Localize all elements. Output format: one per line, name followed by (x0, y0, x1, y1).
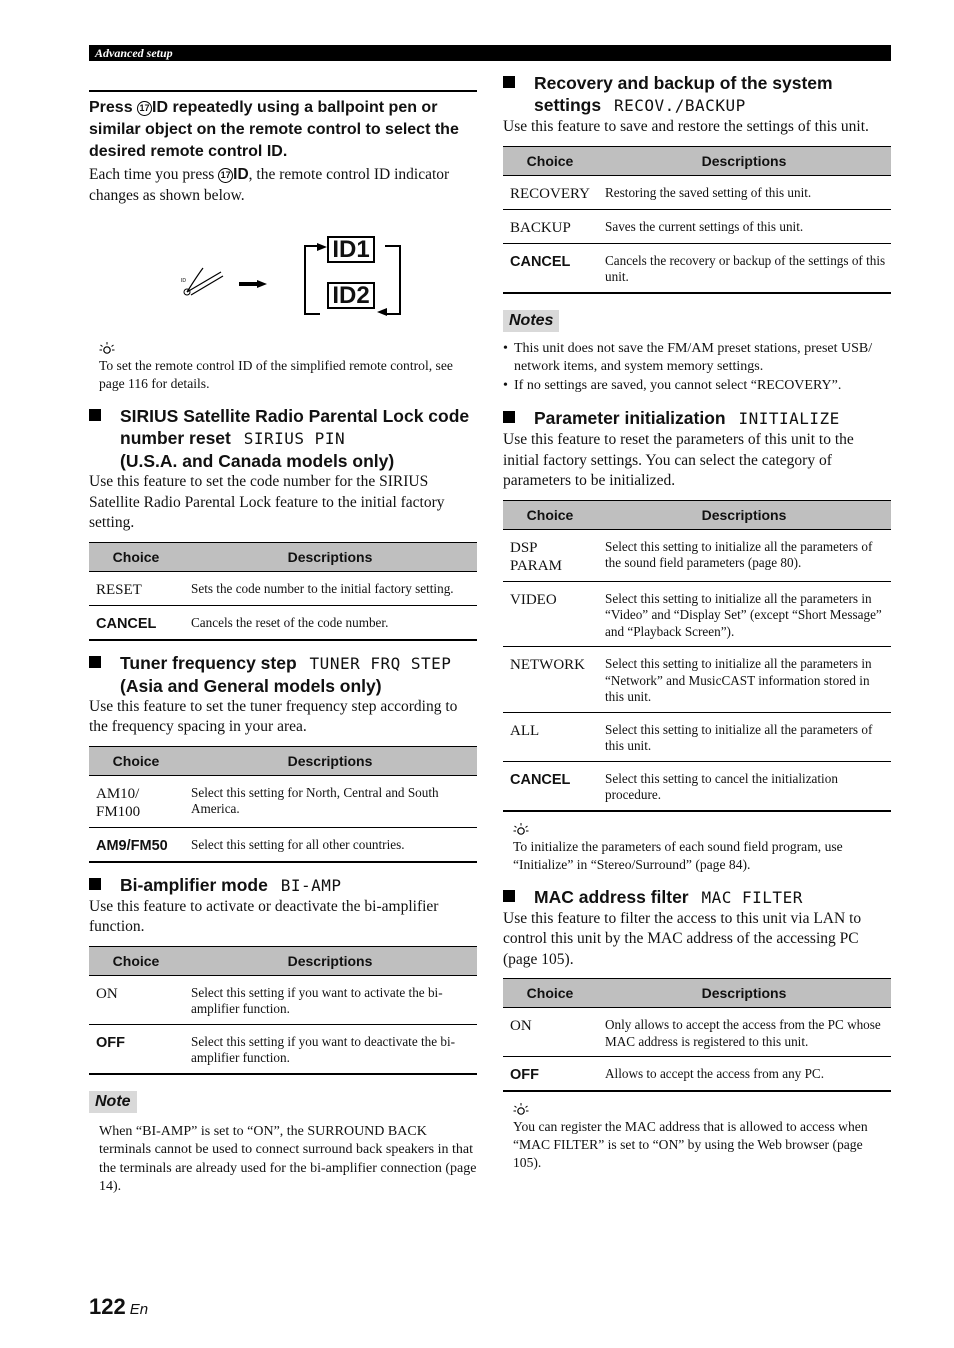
choice-cell: VIDEO (503, 581, 597, 647)
arrow-right-icon (239, 280, 267, 288)
mac-table (503, 978, 891, 1092)
choice-cell: BACKUP (503, 209, 597, 243)
col-header-descriptions: Descriptions (183, 542, 477, 571)
col-header-descriptions: Descriptions (597, 146, 891, 175)
desc-cell: Only allows to accept the access from the PC whose MAC address is registered to this unit. (597, 1008, 891, 1057)
desc-cell: Select this setting to initialize all the parameters in “Network” and MusicCAST information stored in this unit. (597, 647, 891, 713)
choice-cell: RESET (89, 571, 183, 605)
press-instruction: Press 17 ID repeatedly using a ballpoint pen or similar object on the remote control to select the desired remote control ID. (89, 99, 459, 160)
param-display-code: INITIALIZE (738, 409, 840, 428)
desc-cell: Select this setting to cancel the initialization procedure. (597, 761, 891, 811)
notes-block (503, 310, 891, 396)
mac-display-code: MAC FILTER (701, 887, 803, 907)
tip-text: To set the remote control ID of the simplified remote control, see page 116 for details. (99, 358, 453, 391)
id1-indicator: ID1 (327, 236, 375, 263)
section-header-bar (89, 45, 891, 61)
square-bullet-icon (503, 890, 515, 902)
table-row (503, 243, 891, 293)
sirius-table (89, 542, 477, 641)
choice-cell-default: OFF (89, 1024, 183, 1074)
id2-indicator: ID2 (327, 282, 375, 309)
desc-cell: Select this setting if you want to activate the bi-amplifier function. (183, 975, 477, 1024)
biamp-display-code: BI-AMP (280, 875, 342, 895)
recovery-description: Use this feature to save and restore the settings of this unit. (503, 118, 869, 135)
desc-cell: Cancels the recovery or backup of the settings of this unit. (597, 243, 891, 293)
key-number-icon-inline: 17 (218, 168, 233, 183)
square-bullet-icon (503, 411, 515, 423)
recovery-heading: Recovery and backup of the system settings RECOV./BACKUP (503, 72, 891, 117)
table-row (503, 1008, 891, 1057)
col-header-choice: Choice (89, 746, 183, 775)
tip-lightbulb-icon (513, 1102, 529, 1116)
desc-cell: Restoring the saved setting of this unit. (597, 175, 891, 209)
desc-cell: Select this setting to initialize all the parameters of this unit. (597, 712, 891, 761)
right-column (503, 72, 891, 1172)
desc-cell: Sets the code number to the initial factory setting. (183, 571, 477, 605)
table-row (503, 209, 891, 243)
col-header-descriptions: Descriptions (183, 746, 477, 775)
arrow-left-small-icon (377, 307, 387, 317)
tuner-description: Use this feature to set the tuner frequency step according to the frequency spacing in your area. (89, 697, 458, 735)
table-row (89, 571, 477, 605)
table-row (503, 581, 891, 647)
table-row (89, 775, 477, 827)
pen-id-label: ID (181, 278, 186, 284)
sirius-description: Use this feature to set the code number for the SIRIUS Satellite Radio Parental Lock feature to the initial factory setting. (89, 473, 445, 531)
table-row (503, 761, 891, 811)
desc-cell: Select this setting to initialize all the parameters of the sound field parameters (page 80). (597, 529, 891, 581)
square-bullet-icon (503, 76, 515, 88)
notes-list (503, 340, 891, 396)
square-bullet-icon (89, 656, 101, 668)
choice-cell-default: AM9/FM50 (89, 827, 183, 862)
remote-id-figure (89, 212, 477, 337)
col-header-choice: Choice (89, 946, 183, 975)
desc-cell: Select this setting for all other countries. (183, 827, 477, 862)
cycle-bracket-left (304, 245, 320, 315)
square-bullet-icon (89, 878, 101, 890)
tip-lightbulb-icon (99, 341, 115, 355)
choice-cell-default: CANCEL (503, 761, 597, 811)
table-row (503, 529, 891, 581)
table-row (503, 1057, 891, 1092)
choice-cell-default: CANCEL (89, 605, 183, 640)
choice-cell: AM10/ FM100 (89, 775, 183, 827)
id-key-label: ID (152, 99, 169, 116)
col-header-choice: Choice (89, 542, 183, 571)
biamp-table (89, 946, 477, 1075)
tuner-display-code: TUNER FRQ STEP (309, 653, 452, 673)
table-row (503, 647, 891, 713)
desc-cell: Saves the current settings of this unit. (597, 209, 891, 243)
table-row (503, 712, 891, 761)
left-column (89, 90, 477, 1197)
param-table (503, 500, 891, 812)
recovery-display-code: RECOV./BACKUP (613, 96, 746, 115)
key-number-icon: 17 (137, 101, 152, 116)
table-row (89, 827, 477, 862)
list-item: • If no settings are saved, you cannot select “RECOVERY”. (503, 377, 891, 396)
choice-cell: ON (503, 1008, 597, 1057)
desc-cell: Allows to accept the access from any PC. (597, 1057, 891, 1092)
choice-cell: RECOVERY (503, 175, 597, 209)
recovery-table (503, 146, 891, 294)
table-row (89, 1024, 477, 1074)
desc-cell: Cancels the reset of the code number. (183, 605, 477, 640)
desc-cell: Select this setting if you want to deactivate the bi-amplifier function. (183, 1024, 477, 1074)
desc-cell: Select this setting for North, Central and South America. (183, 775, 477, 827)
col-header-choice: Choice (503, 500, 597, 529)
table-row (89, 605, 477, 640)
param-description: Use this feature to reset the parameters of this unit to the initial factory settings. You can select the category of parameters to be initialized. (503, 431, 854, 489)
table-row (89, 975, 477, 1024)
mac-heading: MAC address filter MAC FILTER (503, 886, 891, 909)
desc-cell: Select this setting to initialize all the parameters in “Video” and “Display Set” (except “Short Message” and “Playback Screen”). (597, 581, 891, 647)
page-number: 122 En (89, 1294, 149, 1319)
ballpoint-pen-icon (181, 262, 225, 296)
col-header-choice: Choice (503, 146, 597, 175)
choice-cell-default: OFF (503, 1057, 597, 1092)
tip-text: You can register the MAC address that is allowed to access when “MAC FILTER” is set to “ON” by using the Web browser (page 105). (513, 1119, 868, 1170)
choice-cell: ALL (503, 712, 597, 761)
tuner-table (89, 746, 477, 863)
notes-label: Notes (503, 310, 559, 332)
mac-description: Use this feature to filter the access to this unit via LAN to control this unit by the MAC address of the accessing PC (page 105). (503, 909, 862, 968)
list-item: • This unit does not save the FM/AM preset stations, preset USB/ network items, and system memory settings. (503, 340, 891, 377)
choice-cell: ON (89, 975, 183, 1024)
note-label: Note (89, 1091, 137, 1113)
table-row (503, 175, 891, 209)
choice-cell-default: CANCEL (503, 243, 597, 293)
col-header-choice: Choice (503, 979, 597, 1008)
arrow-right-small-icon (317, 242, 327, 252)
choice-cell: DSP PARAM (503, 529, 597, 581)
cycle-bracket-right (385, 245, 401, 315)
press-description: Each time you press 17 ID, the remote control ID indicator changes as shown below. (89, 166, 450, 204)
sirius-heading: SIRIUS Satellite Radio Parental Lock code number reset SIRIUS PIN (U.S.A. and Canada models only) (89, 405, 477, 472)
param-heading: Parameter initialization INITIALIZE (503, 407, 891, 430)
tip-lightbulb-icon (513, 822, 529, 836)
tuner-heading: Tuner frequency step TUNER FRQ STEP (Asia and General models only) (89, 652, 477, 697)
language-code: En (129, 1301, 149, 1318)
note-body: When “BI-AMP” is set to “ON”, the SURROUND BACK terminals cannot be used to connect surround back speakers in that the terminals are already used for the bi-amplifier connection (page 14). (99, 1123, 477, 1194)
biamp-heading: Bi-amplifier mode BI-AMP (89, 874, 477, 897)
tip-text: To initialize the parameters of each sound field program, use “Initialize” in “Stereo/Surround” (page 84). (513, 838, 843, 872)
col-header-descriptions: Descriptions (183, 946, 477, 975)
col-header-descriptions: Descriptions (597, 979, 891, 1008)
note-block (89, 1091, 477, 1197)
biamp-description: Use this feature to activate or deactivate the bi-amplifier function. (89, 897, 439, 935)
section-header-label: Advanced setup (95, 46, 173, 60)
choice-cell: NETWORK (503, 647, 597, 713)
col-header-descriptions: Descriptions (597, 500, 891, 529)
square-bullet-icon (89, 409, 101, 421)
sirius-display-code: SIRIUS PIN (243, 429, 346, 448)
